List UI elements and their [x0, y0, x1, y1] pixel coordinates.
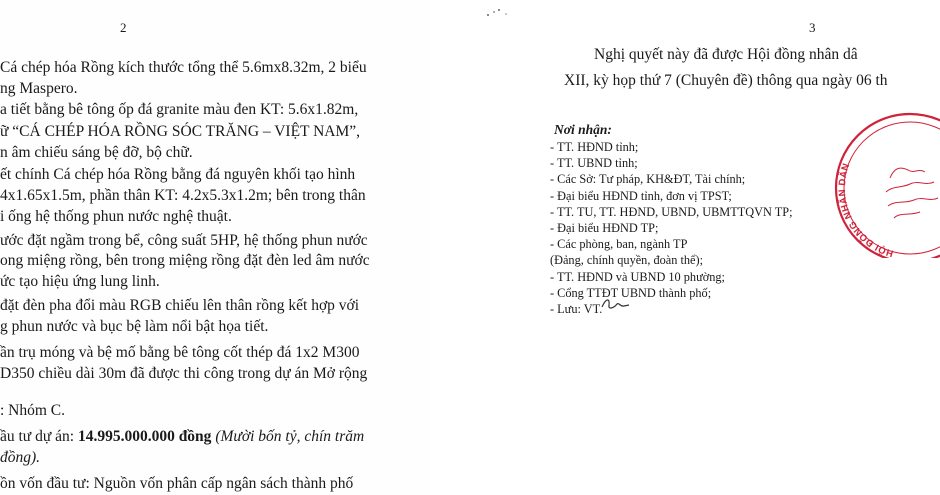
body-text-segment: n âm chiếu sáng bệ đỡ, bộ chữ. — [0, 144, 193, 161]
body-text-line — [0, 251, 370, 271]
body-text-line — [0, 143, 193, 163]
body-text-line — [0, 186, 366, 206]
body-text-line — [0, 231, 368, 251]
recipient-item: - Các Sở: Tư pháp, KH&ĐT, Tài chính; — [550, 172, 746, 187]
page-number-left: 2 — [120, 20, 127, 35]
left-document-page — [0, 0, 430, 495]
body-text-segment: ầu tư dự án: — [0, 428, 78, 445]
body-text-segment: Cá chép hóa Rồng kích thước tổng thể 5.6mx8.32m, 2 biểu — [0, 59, 367, 76]
body-text-segment: 4x1.65x1.5m, phần thân KT: 4.2x5.3x1.2m; bên trong thân — [0, 187, 366, 204]
body-text-line — [0, 364, 367, 384]
scan-speck-marks — [485, 6, 515, 20]
resolution-intro-line-2: XII, kỳ họp thứ 7 (Chuyên đề) thông qua ngày 06 th — [564, 72, 888, 89]
recipient-item: - Lưu: VT. — [550, 302, 603, 317]
svg-text:HỘI ĐỒNG NHÂN DÂN: HỘI ĐỒNG NHÂN DÂN — [836, 161, 895, 258]
body-text-line — [0, 474, 353, 494]
recipient-item: - TT. HĐND tỉnh; — [550, 140, 639, 154]
body-text-segment: ết chính Cá chép hóa Rồng bằng đá nguyên khối tạo hình — [0, 166, 356, 183]
body-text-line — [0, 165, 355, 185]
body-text-line — [0, 343, 359, 363]
body-text-line — [0, 100, 358, 120]
body-text-segment: ức tạo hiệu ứng lung linh. — [0, 273, 160, 290]
body-text-line — [0, 79, 78, 99]
body-text-line — [0, 427, 364, 447]
body-text-segment: a tiết bằng bê tông ốp đá granite màu đen KT: 5.6x1.82m, — [0, 101, 359, 118]
recipient-item: (Đảng, chính quyền, đoàn thể); — [550, 253, 703, 268]
official-red-seal-stamp — [830, 108, 940, 258]
recipient-item: - Đại biểu HĐND TP; — [550, 221, 659, 236]
right-document-page — [430, 0, 895, 495]
initial-signature-scribble — [600, 296, 630, 312]
recipient-item: - Các phòng, ban, ngành TP — [550, 237, 688, 252]
body-text-line — [0, 122, 360, 142]
recipient-item: - Cổng TTĐT UBND thành phố; — [550, 285, 712, 300]
body-text-segment: i ống hệ thống phun nước nghệ thuật. — [0, 208, 232, 225]
body-text-segment: g phun nước và bục bệ làm nổi bật họa tiết. — [0, 318, 269, 335]
recipient-item: - TT. UBND tỉnh; — [550, 156, 638, 171]
body-text-line — [0, 58, 367, 78]
recipient-item: - TT. HĐND và UBND 10 phường; — [550, 269, 725, 284]
recipients-list — [550, 139, 793, 317]
body-text-segment: ần trụ móng và bệ mố bằng bê tông cốt thép đá 1x2 M300 — [0, 344, 360, 361]
body-text-line — [0, 401, 65, 421]
body-text-segment: : Nhóm C. — [0, 402, 66, 419]
page-number-right: 3 — [809, 20, 816, 35]
resolution-intro-line-1: Nghị quyết này đã được Hội đồng nhân dâ — [594, 46, 858, 63]
body-text-segment: ữ “CÁ CHÉP HÓA RỒNG SÓC TRĂNG – VIỆT NAM”, — [0, 123, 361, 140]
body-text-segment: ước đặt ngầm trong bể, công suất 5HP, hệ thống phun nước — [0, 232, 368, 249]
body-text-line — [0, 296, 359, 316]
body-text-segment: ong miệng rồng, bên trong miệng rồng đặt đèn led âm nước — [0, 252, 370, 269]
recipient-item: - Đại biểu HĐND tỉnh, đơn vị TPST; — [550, 188, 732, 203]
body-text-segment: 14.995.000.000 đồng — [77, 428, 212, 445]
body-text-segment: đồng). — [0, 449, 41, 466]
body-text-line — [0, 272, 160, 292]
body-text-segment: ồn vốn đầu tư: Nguồn vốn phân cấp ngân sách thành phố — [0, 475, 354, 492]
body-text-line — [0, 317, 268, 337]
recipient-item: - TT. TU, TT. HĐND, UBND, UBMTTQVN TP; — [550, 204, 793, 219]
body-text-segment: (Mười bốn tỷ, chín trăm — [211, 428, 365, 445]
body-text-line — [0, 448, 40, 468]
recipients-title: Nơi nhận: — [554, 122, 612, 137]
body-text-segment: D350 chiều dài 30m đã được thi công trong dự án Mở rộng — [0, 365, 368, 382]
body-text-segment: đặt đèn pha đổi màu RGB chiếu lên thân rồng kết hợp với — [0, 297, 360, 314]
body-text-line — [0, 207, 232, 227]
body-text-segment: ng Maspero. — [0, 80, 78, 97]
